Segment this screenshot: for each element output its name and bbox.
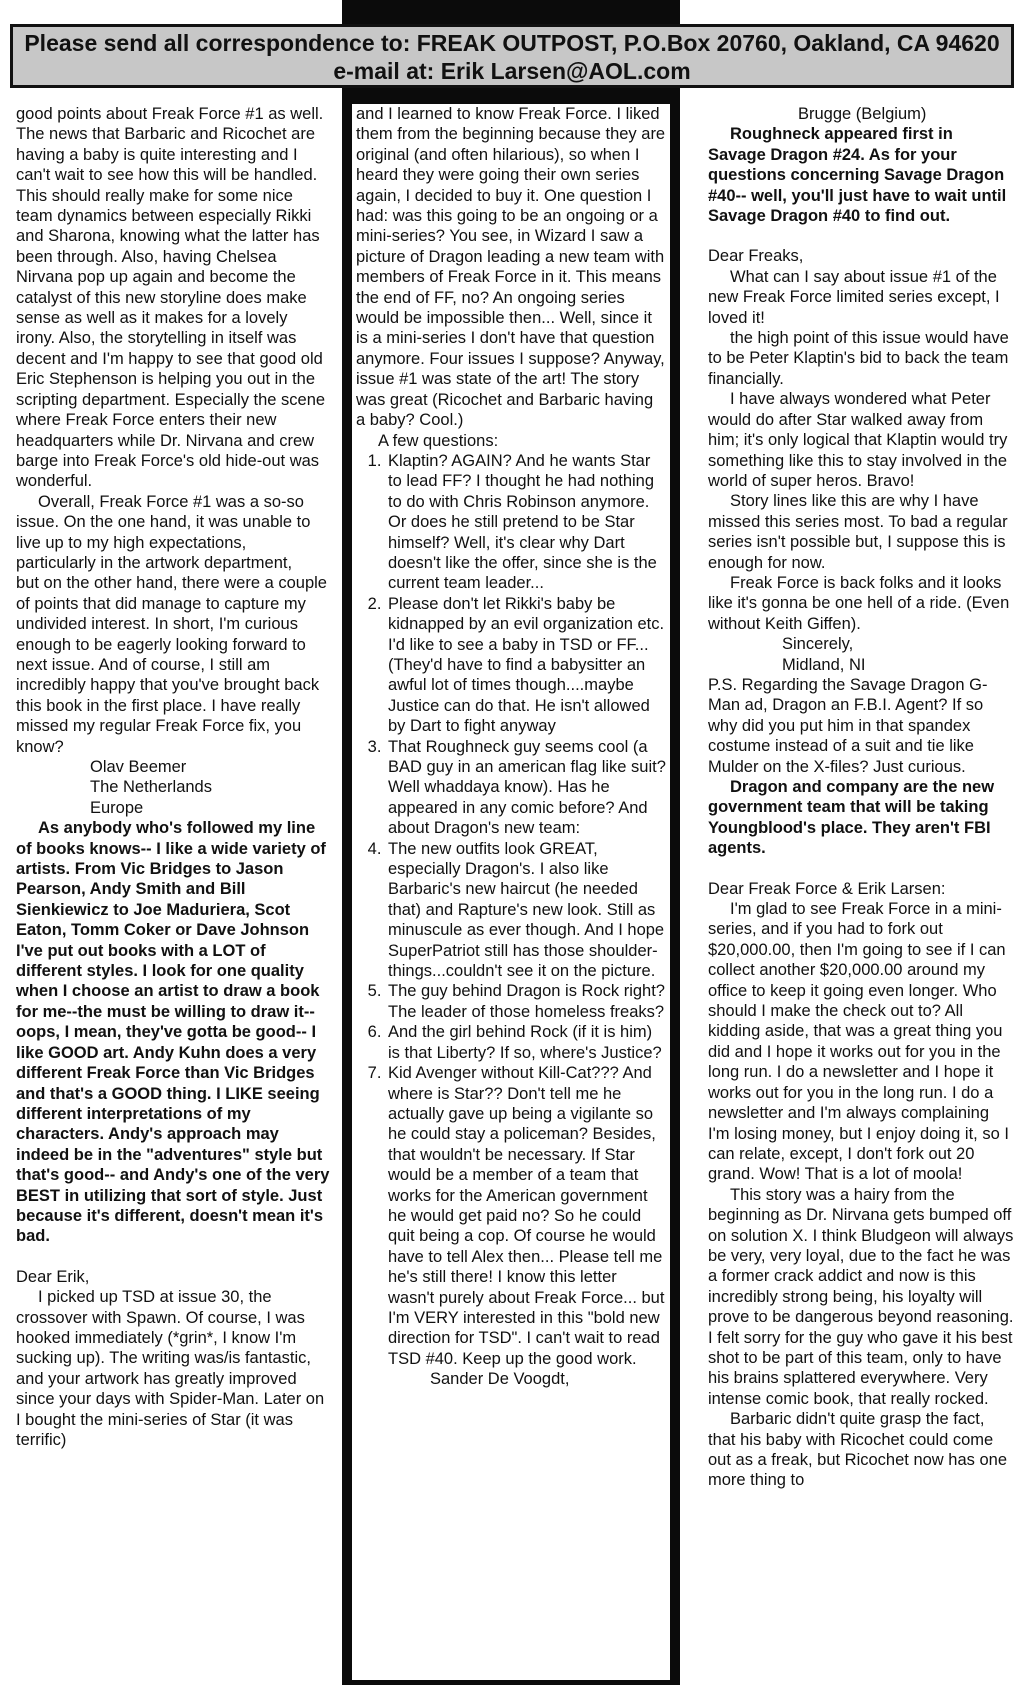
letter-paragraph: I picked up TSD at issue 30, the crossover with Spawn. Of course, I was hooked immediately (*grin*, I know I'm sucking up). The writing was/is fantastic, and your artwork has greatly improved since your days with Spider-Man. Later on I bought the mini-series of Star (it was terrific) [16,1288,325,1449]
question-item: 6. And the girl behind Rock (if it is him) is that Liberty? If so, where's Justice? [386,1022,666,1063]
letter-salutation: Dear Freaks, [708,247,804,266]
letter-paragraph: Barbaric didn't quite grasp the fact, that his baby with Ricochet could come out as a freak, but Ricochet now has one more thing to [708,1410,1008,1490]
question-item: 2. Please don't let Rikki's baby be kidnapped by an evil organization etc. I'd like to see a baby in TSD or FF... (They'd have to find a babysitter an awful lot of times though....maybe Justice can do that. He isn't allowed by Dart to fight anyway [386,594,666,737]
letter-signature-closing: Sincerely, [782,635,854,654]
editor-reply: Roughneck appeared first in Savage Dragon #24. As for your questions concerning Savage Dragon #40-- well, you'll just have to wait until Savage Dragon #40 to find out. [708,125,1007,226]
letter-signature-location: Brugge (Belgium) [798,105,927,123]
letter-paragraph: but on the other hand, there were a couple of points that did manage to capture my undivided interest. In short, I'm curious enough to be eagerly looking forward to next issue. And of course, I still am incredibly happy that you've brought back this book in the first place. I have really missed my regular Freak Force fix, you know? [16,574,327,756]
questions-intro: A few questions: [378,431,499,450]
letter-paragraph: Freak Force is back folks and it looks like it's gonna be one hell of a ride. (Even without Keith Giffen). [708,573,1010,633]
letter-paragraph: the high point of this issue would have to be Peter Klaptin's bid to back the team financially. [708,329,1009,388]
question-item: 3. That Roughneck guy seems cool (a BAD guy in an american flag like suit? Well whaddaya know). Has he appeared in any comic before? And about Dragon's new team: [386,737,666,839]
column-right [708,104,1014,1680]
question-item: 5. The guy behind Dragon is Rock right? The leader of those homeless freaks? [386,981,666,1022]
correspondence-address: Please send all correspondence to: FREAK OUTPOST, P.O.Box 20760, Oakland, CA 94620 [24,30,1000,56]
letter-paragraph: This story was a hairy from the beginning as Dr. Nirvana gets bumped off on solution X. I think Bludgeon will always be very, very loyal, due to the fact he was a former crack addict and now is this incredibly strong being, his loyalty will prove to be dangerous beyond reasoning. I felt sorry for the guy who gave it his best shot to be part of this team, only to have his brains splattered everywhere. Very intense comic book, that really rocked. [708,1185,1014,1408]
question-item: 7. Kid Avenger without Kill-Cat??? And where is Star?? Don't tell me he actually gave up being a vigilante so he could stay a policeman? Besides, that wouldn't be necessary. If Star would be a member of a team that works for the American government he would get paid no? So he could quit being a cop. Of course he would have to tell Alex then... Please tell me he's still there! I know this letter wasn't purely about Freak Force... but I'm VERY interested in this "bold new direction for TSD". I can't wait to read TSD #40. Keep up the good work. [386,1063,666,1369]
column-middle [352,104,670,1680]
letter-paragraph: I'm glad to see Freak Force in a mini-series, and if you had to fork out $20,000.00, then I'm going to see if I can collect another $20,000.00 around my office to keep it going even longer. Who should I make the check out to? All kidding aside, that was a great thing you did and I hope it works out for you in the long run. I do a newsletter and I hope it works out for you in the long run. I do a newsletter and I'm always complaining I'm losing money, but I enjoy doing it, so I can relate, except, I don't fork out 20 grand. Wow! That is a lot of moola! [708,900,1009,1184]
letter-signature-country: The Netherlands [90,778,212,797]
letter-postscript: P.S. Regarding the Savage Dragon G-Man ad, Dragon an F.B.I. Agent? If so why did you put him in that spandex costume instead of a suit and tie like Mulder on the X-files? Just curious. [708,675,988,776]
letter-paragraph: good points about Freak Force #1 as well. The news that Barbaric and Ricochet are having a baby is quite interesting and I can't wait to see how this will be handled. This should really make for some nice team dynamics between especially Rikki and Sharona, knowing what the latter has been through. Also, having Chelsea Nirvana pop up again and become the catalyst of this new storyline does make sense as well as it makes for a lovely irony. Also, the storytelling in itself was decent and I'm happy to see that good old Eric Stephenson is helping you out in the scripting department. Especially the scene where Freak Force enters their new headquarters while Dr. Nirvana and crew barge into Freak Force's old hide-out was wonderful. [16,105,326,491]
editor-reply: Dragon and company are the new government team that will be taking Youngblood's place. They aren't FBI agents. [708,778,995,858]
letter-signature-name: Sander De Voogdt, [430,1370,570,1389]
letter-signature-region: Europe [90,798,144,817]
letter-signature-name: Olav Beemer [90,758,187,776]
column-left [16,104,330,1680]
editor-reply: As anybody who's followed my line of books knows-- I like a wide variety of artists. From Vic Bridges to Jason Pearson, Andy Smith and Bill Sienkiewicz to Joe Maduriera, Scot Eaton, Tomm Coker or Dave Johnson I've put out books with a LOT of different styles. I look for one quality when I choose an artist to draw a book for me--the must be willing to draw it--oops, I mean, they've gotta be good-- I like GOOD art. Andy Kuhn does a very different Freak Force than Vic Bridges and that's a GOOD thing. I LIKE seeing different interpretations of my characters. Andy's approach may indeed be in the "adventures" style but that's good-- and Andy's one of the very BEST in utilizing that sort of style. Just because it's different, doesn't mean it's bad. [16,819,330,1246]
letter-paragraph: What can I say about issue #1 of the new Freak Force limited series except, I loved it! [708,267,1000,327]
letter-paragraph: I have always wondered what Peter would do after Star walked away from him; it's only logical that Klaptin would try something like this to stay involved in the world of super heros. Bravo! [708,390,1008,490]
question-item: 4. The new outfits look GREAT, especially Dragon's. I also like Barbaric's new haircut (he needed that) and Rapture's new look. Still as minuscule as ever though. And I hope SuperPatriot still has those shoulder-things...couldn't see it on the picture. [386,839,666,982]
correspondence-email: e-mail at: Erik Larsen@AOL.com [333,58,691,84]
questions-list [356,451,666,1369]
letter-salutation: Dear Freak Force & Erik Larsen: [708,879,946,898]
letter-signature-location: Midland, NI [782,655,866,674]
letter-paragraph: and I learned to know Freak Force. I liked them from the beginning because they are original (and often hilarious), so when I heard they were going their own series again, I decided to buy it. One question I had: was this going to be an ongoing or a mini-series? You see, in Wizard I saw a picture of Dragon leading a new team with members of Freak Force in it. This means the end of FF, no? An ongoing series would be impossible then... Well, since it is a mini-series I don't have that question anymore. Four issues I suppose? Anyway, issue #1 was state of the art! The story was great (Ricochet and Barbaric having a baby? Cool.) [356,105,666,430]
letter-salutation: Dear Erik, [16,1267,90,1286]
letter-paragraph: Story lines like this are why I have missed this series most. To bad a regular series isn't possible but, I suppose this is enough for now. [708,492,1008,572]
question-item: 1. Klaptin? AGAIN? And he wants Star to lead FF? I thought he had nothing to do with Chris Robinson anymore. Or does he still pretend to be Star himself? Well, it's clear why Dart doesn't like the offer, since she is the current team leader... [386,451,666,594]
letter-paragraph: Overall, Freak Force #1 was a so-so issue. On the one hand, it was unable to live up to my high expectations, particularly in the artwork department, [16,492,311,572]
correspondence-banner [10,24,1014,88]
